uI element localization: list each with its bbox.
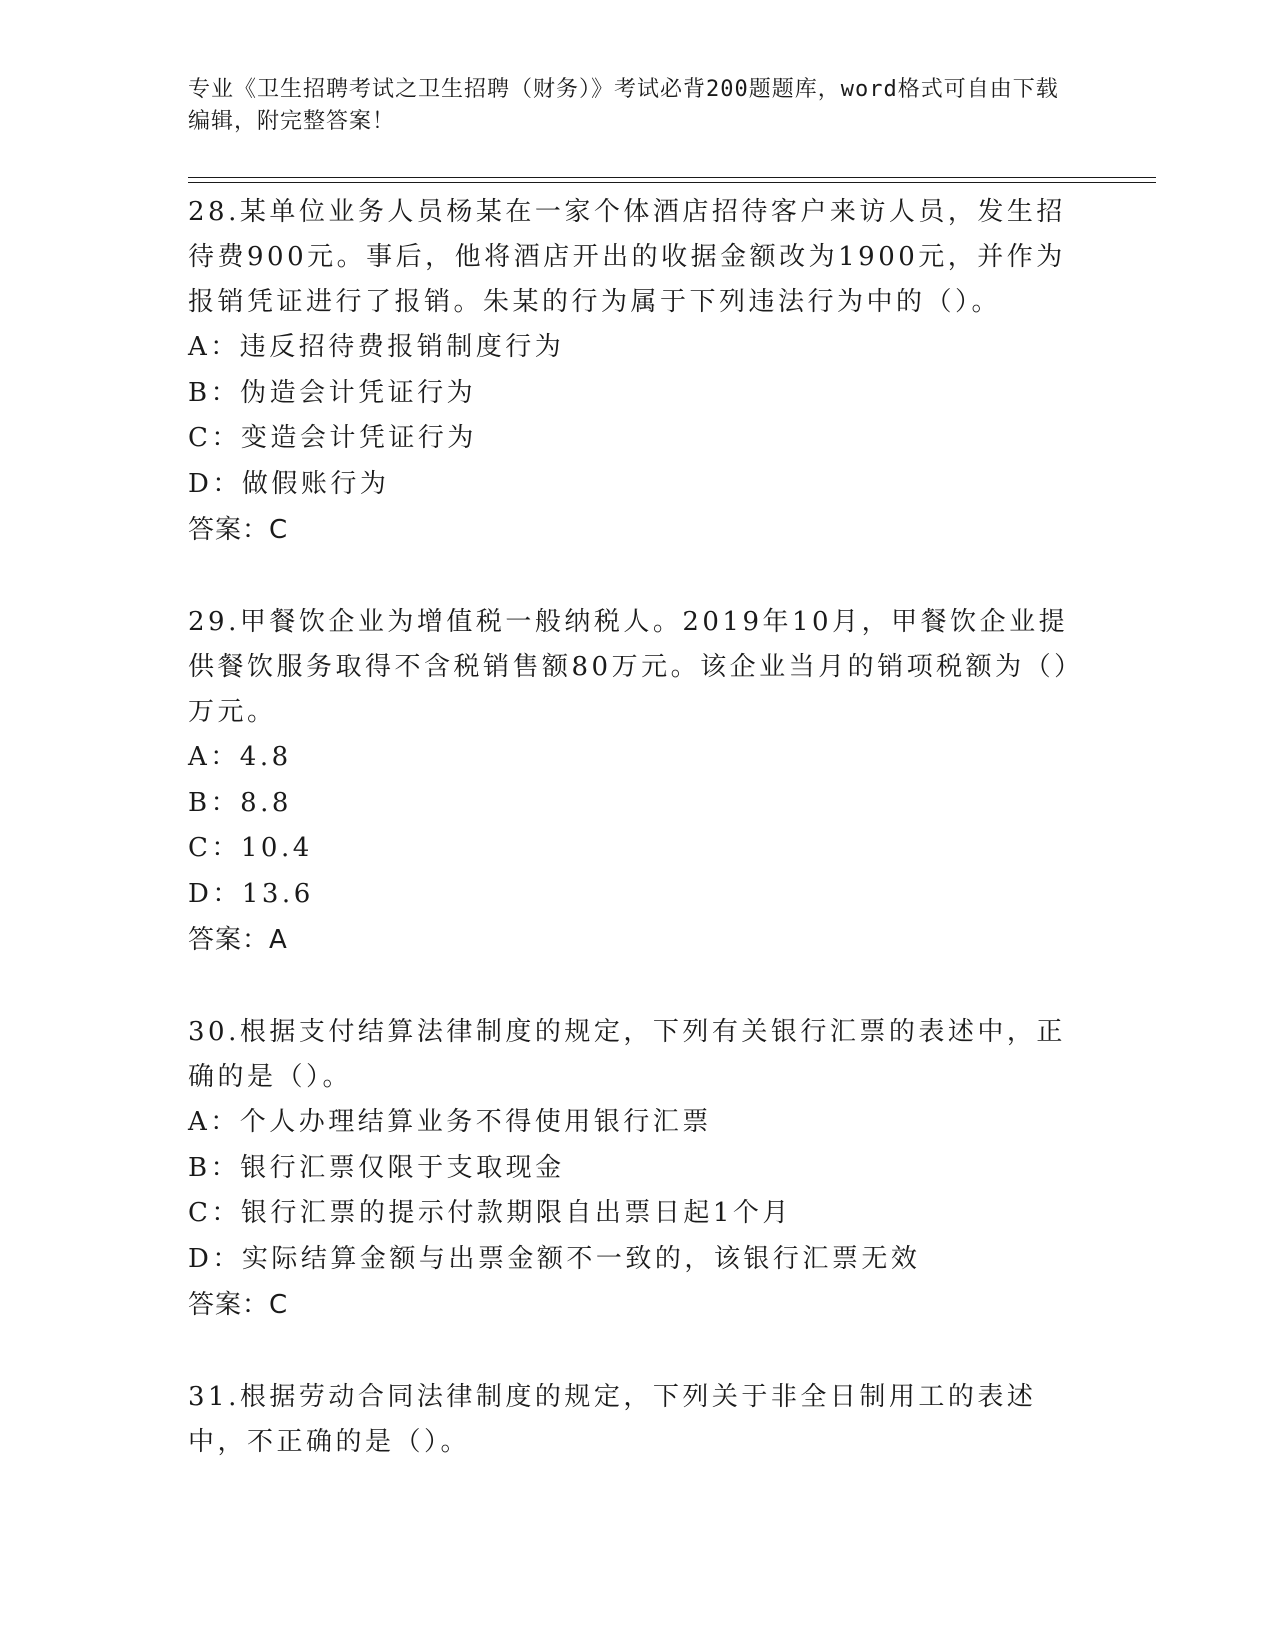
option-c: C：10.4 (188, 833, 313, 863)
answer-label: 答案：C (188, 515, 289, 545)
question-31 (188, 1375, 1088, 1465)
option-d: D：做假账行为 (188, 468, 390, 499)
question-stem: 29.甲餐饮企业为增值税一般纳税人。2019年10月，甲餐饮企业提供餐饮服务取得不含税销售额80万元。该企业当月的销项税额为（）万元。 (188, 607, 1084, 727)
question-28 (188, 190, 1088, 553)
question-30 (188, 1010, 1088, 1328)
question-stem: 28.某单位业务人员杨某在一家个体酒店招待客户来访人员，发生招待费900元。事后，他将酒店开出的收据金额改为1900元，并作为报销凭证进行了报销。朱某的行为属于下列违法行为中的（）。 (188, 197, 1066, 317)
question-29 (188, 600, 1088, 963)
option-d: D：13.6 (188, 878, 314, 909)
option-c: C：变造会计凭证行为 (188, 423, 477, 453)
answer-label: 答案：A (188, 925, 288, 955)
option-b: B：8.8 (188, 787, 292, 818)
option-list (188, 1100, 1088, 1282)
answer-label: 答案：C (188, 1290, 289, 1320)
document-intro: 专业《卫生招聘考试之卫生招聘（财务）》考试必背200题题库，word格式可自由下载编辑，附完整答案！ (188, 77, 1059, 134)
header-rule-top (188, 177, 1156, 178)
option-c: C：银行汇票的提示付款期限自出票日起1个月 (188, 1198, 792, 1228)
option-b: B：银行汇票仅限于支取现金 (188, 1152, 565, 1183)
question-stem: 31.根据劳动合同法律制度的规定，下列关于非全日制用工的表述中，不正确的是（）。 (188, 1382, 1037, 1457)
option-d: D：实际结算金额与出票金额不一致的，该银行汇票无效 (188, 1243, 921, 1274)
option-list (188, 325, 1088, 507)
question-stem: 30.根据支付结算法律制度的规定，下列有关银行汇票的表述中，正确的是（）。 (188, 1017, 1066, 1092)
header-rule-bottom (188, 182, 1156, 183)
option-a: A：个人办理结算业务不得使用银行汇票 (188, 1107, 712, 1137)
option-b: B：伪造会计凭证行为 (188, 377, 477, 408)
option-list (188, 735, 1088, 917)
option-a: A：违反招待费报销制度行为 (188, 332, 565, 362)
option-a: A：4.8 (188, 742, 292, 772)
